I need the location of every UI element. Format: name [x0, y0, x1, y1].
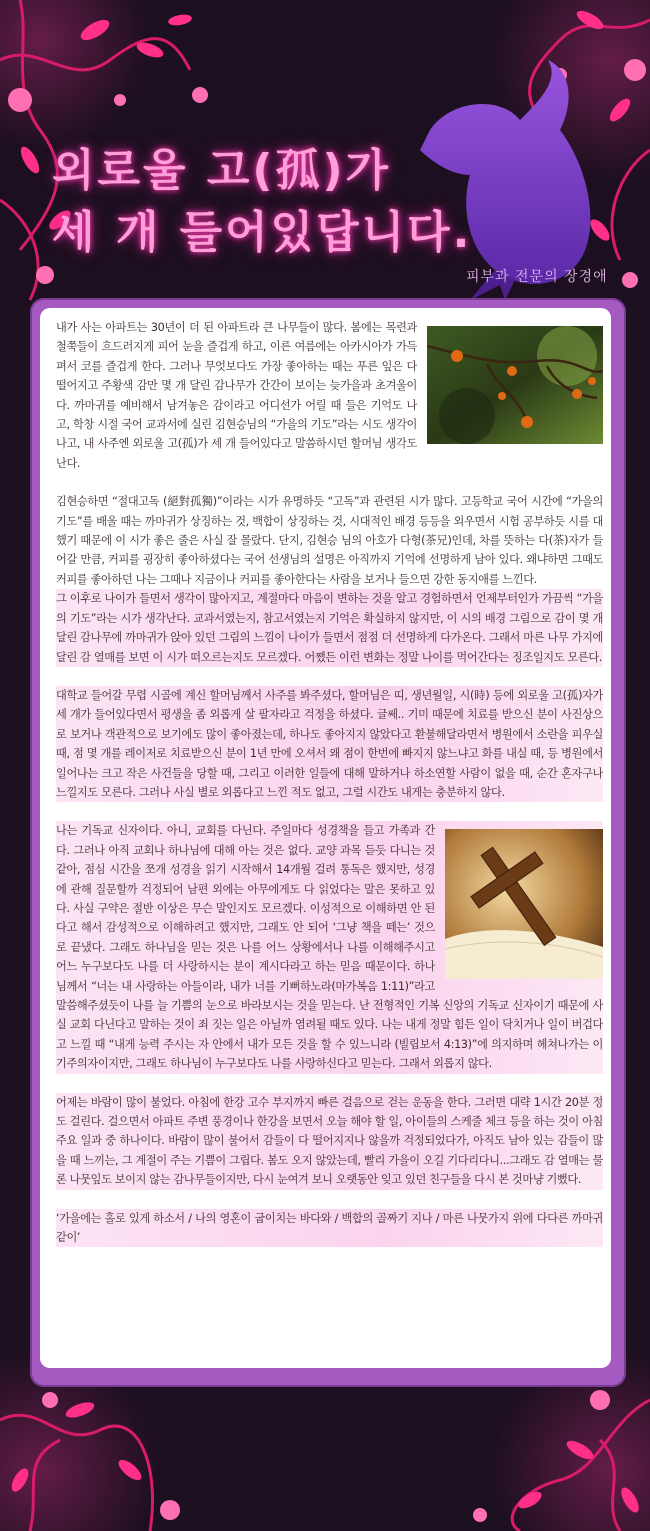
cross-photo [445, 829, 603, 979]
author-byline: 피부과 전문의 장경애 [466, 269, 608, 285]
page-title-line2: 세 개 들어있답니다. [52, 207, 473, 258]
paragraph-2: 김현승하면 “절대고독 (絕對孤獨)”이라는 시가 유명하듯 “고독”과 관련된 시가 많다. 고등학교 국어 시간에 “가을의 기도”를 배울 때는 까마귀가 상징하는 것, 백합이 상징하는 것, 시대적인 배경 등등을 외우면서 시험 공부하듯 시를 대했기 때문에 이 시가 좋은 줄은 사실 잘 몰랐다. 단지, 김현승 님의 아호가 다형(茶兄)인데, 차를 뜻하는 다(茶)자가 들어갈 만큼, 커피를 굉장히 좋아하셨다는 국어 선생님의 설명은 아직까지 기억에 선명하게 남아 있다. 왜냐하면 그때도 커피를 좋아하던 나는 그때나 지금이나 커피를 좋아한다는 사람을 보거나 들으면 강한 동지애를 느낀다. [56, 495, 603, 586]
paragraph-7: ‘가을에는 홀로 있게 하소서 / 나의 영혼이 굽이치는 바다와 / 백합의 골짜기 지나 / 마른 나뭇가지 위에 다다른 까마귀같이’ [56, 1209, 603, 1248]
paragraph-4: 대학교 들어갈 무렵 시골에 계신 할머님께서 사주를 봐주셨다, 할머님은 띠, 생년월일, 시(時) 등에 외로울 고(孤)자가 세 개가 들어있다면서 평생을 좀 외롭게 살 팔자라고 걱정을 하셨다. 글쎄.. 기미 때문에 치료를 받으신 분이 사진상으로 보거나 객관적으로 보기에도 많이 좋아졌는데, 하나도 좋아지지 않았다고 환불해달라면서 병원에서 소란을 피우실 때, 점 몇 개를 레이저로 치료받으신 분이 1년 만에 오셔서 왜 점이 한번에 빠지지 않느냐고 화를 내실 때, 등 병원에서 일어나는 크고 작은 사건들을 당할 때, 그리고 이러한 일들에 대해 말하거나 하소연할 사람이 없을 때, 순간 혼자구나 느낄지도 모른다. 그러나 사실 별로 외롭다고 느낀 적도 없고, 그럴 시간도 내게는 충분하지 않다. [56, 686, 603, 802]
paragraph-5: 나는 기독교 신자이다. 아니, 교회를 다닌다. 주일마다 성경책을 들고 가족과 간다. 그러나 아직 교회나 하나님에 대해 아는 것은 없다. 교양 과목 듣듯 다니는 것 같아, 점심 시간을 쪼개 성경을 읽기 시작해서 14개월 걸려 통독은 했지만, 성경에 관해 질문할까 걱정되어 남편 외에는 아무에게도 다 읽었다는 말은 못하고 있다. 사실 구약은 절반 이상은 무슨 말인지도 모르겠다. 이성적으로 이해하면 안 된다고 해서 감성적으로 이해하려고 했지만, 그래도 안 되어 ‘그냥 책을 떼는’ 것으로 끝냈다. 그래도 하나님을 믿는 것은 나를 어느 상황에서나 나를 이해해주시고 어느 누구보다도 나를 더 사랑하시는 분이 계시다라고 하는 믿음 때문이다. 하나님께서 “너는 내 사랑하는 아들이라, 내가 너를 기뻐하노라(마가복음 1:11)”라고 말씀해주셨듯이 나를 늘 기쁨의 눈으로 바라보시는 것을 믿는다. 난 전형적인 기복 신앙의 기독교 신자이기 때문에 사실 교회 다닌다고 말하는 것이 죄 짓는 일은 아닐까 염려될 때도 있다. 나는 내게 정말 힘든 일이 닥치거나 일이 버겁다고 느낄 때 “내게 능력 주시는 자 안에서 내가 모든 것을 할 수 있느니라 (빌립보서 4:13)”에 의지하며 헤쳐나가는 이기주의자이지만, 그래도 하나님이 누구보다도 나를 사랑하신다고 믿는다. 그래서 외롭지 않다. [56, 821, 603, 1073]
persimmon-photo [427, 326, 603, 444]
page-title-line1: 외로울 고(孤)가 [52, 145, 392, 196]
paragraph-3: 그 이후로 나이가 들면서 생각이 많아지고, 계절마다 마음이 변하는 것을 알고 경험하면서 언제부터인가 가끔씩 “가을의 기도”라는 시가 생각난다. 교과서였는지, 참고서였는지 기억은 확실하지 않지만, 이 시의 배경 그림으로 감이 몇 개 달린 감나무에 까마귀가 앉아 있던 그림의 느낌이 나이가 들면서 점점 더 선명하게 다가온다. 그래서 마른 나무 가지에 달린 감 열매를 보면 이 시가 떠오르는지도 모르겠다. 어쨌든 이런 변화는 정말 나이를 먹어간다는 징조일지도 모른다. [56, 589, 603, 667]
article-body [56, 318, 603, 1266]
paragraph-6: 어제는 바람이 많이 불었다. 아침에 한강 고수 부지까지 빠른 걸음으로 걷는 운동을 한다. 그러면 대략 1시간 20분 정도 걸린다. 걸으면서 아파트 주변 풍경이나 한강을 보면서 오늘 해야 할 일, 아이들의 스케줄 체크 등을 하는 것이 아침 주요 일과 중 하나이다. 바람이 많이 불어서 감들이 다 떨어지지나 않을까 걱정되었다가, 아직도 남아 있는 감들이 많을 때 느끼는, 그 계절이 주는 기쁨이 그립다. 봄도 오지 않았는데, 빨리 가을이 오길 기다리다니...그래도 감 열매는 물론 나뭇잎도 보이지 않는 감나무들이지만, 다시 눈여겨 보니 오랫동안 잊고 있던 친구들을 다시 본 것마냥 기뻤다. [56, 1093, 603, 1190]
paragraph-1: 내가 사는 아파트는 30년이 더 된 아파트라 큰 나무들이 많다. 봄에는 목련과 철쭉들이 흐드러지게 피어 눈을 즐겁게 하고, 이른 여름에는 아카시아가 가득 펴서 코를 즐겁게 한다. 그러나 무엇보다도 가장 좋아하는 때는 푸른 잎은 다 떨어지고 주황색 감만 몇 개 달린 감나무가 간간이 보이는 늦가을과 초겨울이다. 까마귀를 예비해서 남겨놓은 감이라고 어디선가 어릴 때 들은 기억도 나고, 학창 시절 국어 교과서에 실린 김현승님의 “가을의 기도”라는 시도 생각이 나고, 내 사주엔 외로울 고(孤)가 세 개 들어있다고 말씀하시던 할머님 생각도 난다. [56, 321, 417, 470]
